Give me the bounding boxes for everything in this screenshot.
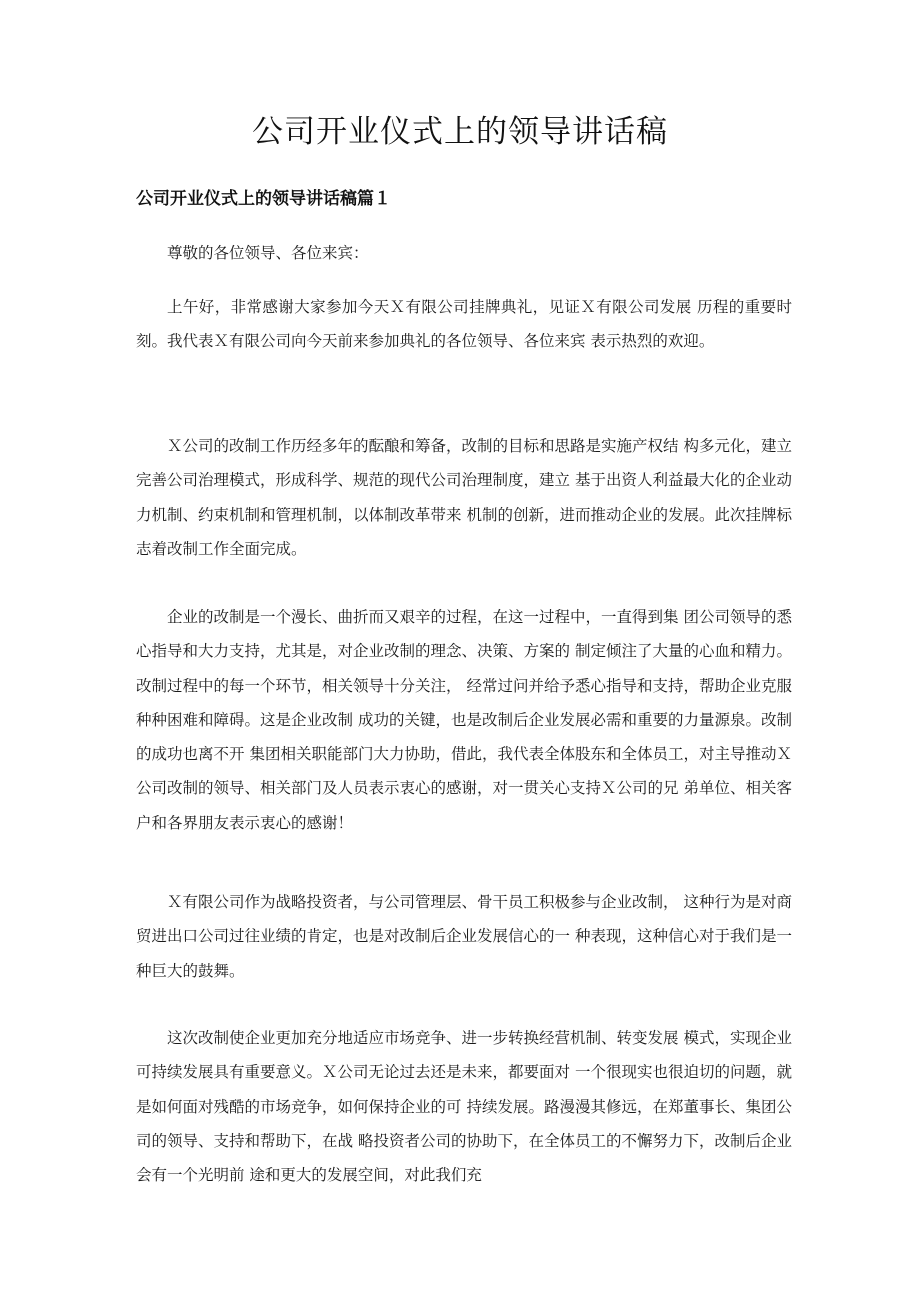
paragraph-salutation: 尊敬的各位领导、各位来宾： — [167, 244, 369, 262]
paragraph-significance: 这次改制使企业更加充分地适应市场竞争、进一步转换经营机制、转变发展 模式，实现企业可持续发展具有重要意义。Ｘ公司无论过去还是未来，都要面对 一个很现实也很迫切的问题，就是如何面对残酷的市场竞争，如何保持企业的可 持续发展。路漫漫其修远，在郑董事长、集团公司的领导、支持和帮助下，在战 略投资者公司的协助下，在全体员工的不懈努力下，改制后企业会有一个光明前 途和更大的发展空间，对此我们充 — [136, 1029, 792, 1185]
document-title: 公司开业仪式上的领导讲话稿 — [252, 114, 668, 150]
paragraph-welcome: 上午好，非常感谢大家参加今天Ｘ有限公司挂牌典礼，见证Ｘ有限公司发展 历程的重要时刻。我代表Ｘ有限公司向今天前来参加典礼的各位领导、各位来宾 表示热烈的欢迎。 — [136, 298, 792, 351]
paragraph-reform-process: 企业的改制是一个漫长、曲折而又艰辛的过程，在这一过程中，一直得到集 团公司领导的悉心指导和大力支持，尤其是，对企业改制的理念、决策、方案的 制定倾注了大量的心血和精力。改制过程中的每一个环节，相关领导十分关注， 经常过问并给予悉心指导和支持，帮助企业克服种种困难和障碍。这是企业改制 成功的关键，也是改制后企业发展必需和重要的力量源泉。改制的成功也离不开 集团相关职能部门大力协助，借此，我代表全体股东和全体员工，对主导推动Ｘ 公司改制的领导、相关部门及人员表示衷心的感谢，对一贯关心支持Ｘ公司的兄 弟单位、相关客户和各界朋友表示衷心的感谢！ — [136, 608, 792, 832]
paragraph-strategic-investor: Ｘ有限公司作为战略投资者，与公司管理层、骨干员工积极参与企业改制， 这种行为是对商贸进出口公司过往业绩的肯定，也是对改制后企业发展信心的一 种表现，这种信心对于我们是一种巨大的鼓舞。 — [136, 893, 792, 980]
section-heading: 公司开业仪式上的领导讲话稿篇１ — [136, 189, 391, 209]
paragraph-reform-goals: Ｘ公司的改制工作历经多年的酝酿和筹备，改制的目标和思路是实施产权结 构多元化，建立完善公司治理模式，形成科学、规范的现代公司治理制度，建立 基于出资人利益最大化的企业动力机制、约束机制和管理机制，以体制改革带来 机制的创新，进而推动企业的发展。此次挂牌标志着改制工作全面完成。 — [136, 437, 792, 558]
